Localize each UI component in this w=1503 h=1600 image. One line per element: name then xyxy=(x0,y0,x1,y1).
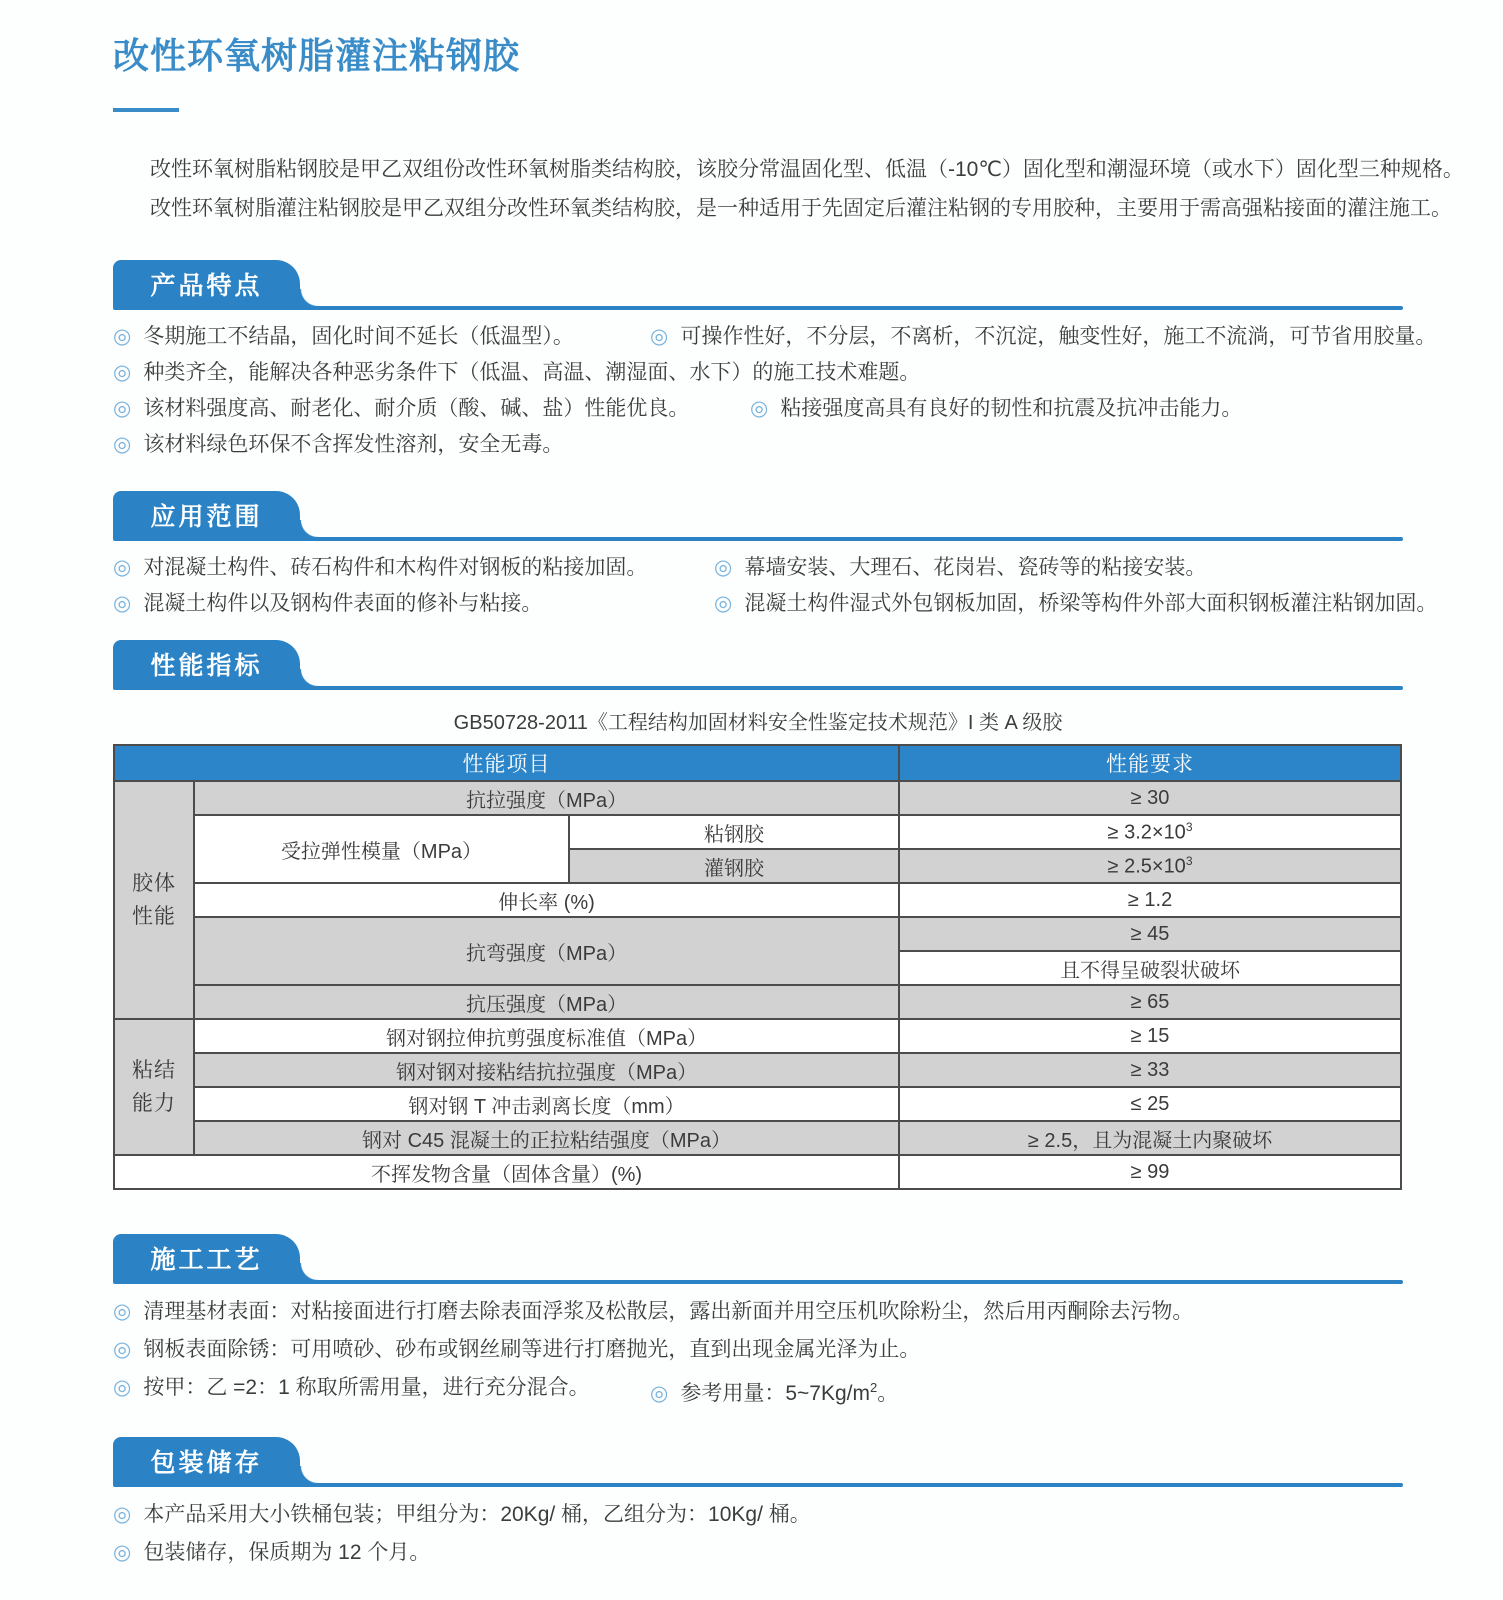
bullet-row xyxy=(113,355,1403,391)
column-header-item: 性能项目 xyxy=(114,745,899,781)
list-item-text: 本产品采用大小铁桶包装；甲组分为：20Kg/ 桶，乙组分为：10Kg/ 桶。 xyxy=(143,1503,811,1527)
list-item-text: 清理基材表面：对粘接面进行打磨去除表面浮浆及松散层，露出新面并用空压机吹除粉尘，然后用丙酮除去污物。 xyxy=(143,1300,1194,1324)
table-row xyxy=(114,1019,1401,1053)
cell-peel-name: 钢对钢 T 冲击剥离长度（mm） xyxy=(194,1087,899,1121)
intro-line-1: 改性环氧树脂粘钢胶是甲乙双组份改性环氧树脂类结构胶，该胶分常温固化型、低温（-10℃）固化型和潮湿环境（或水下）固化型三种规格。 xyxy=(150,158,1464,182)
list-item xyxy=(650,1369,898,1413)
value-base: ≥ 2.5×10 xyxy=(1107,855,1186,878)
table-row xyxy=(114,917,1401,951)
bullet-row xyxy=(113,1331,1403,1369)
bullseye-bullet-icon: ◎ xyxy=(113,1376,132,1400)
list-item-text: 该材料绿色环保不含挥发性溶剂，安全无毒。 xyxy=(143,433,564,457)
group-label: 粘结能力 xyxy=(132,1058,176,1116)
applications-bullets xyxy=(113,550,1438,622)
cell-nonvolatile-name: 不挥发物含量（固体含量）(%) xyxy=(114,1155,899,1189)
bullseye-bullet-icon: ◎ xyxy=(113,1503,132,1527)
list-item-text-tail: 。 xyxy=(877,1382,899,1406)
cell-c45-name: 钢对 C45 混凝土的正拉粘结强度（MPa） xyxy=(194,1121,899,1155)
bullet-row xyxy=(113,1293,1403,1331)
list-item xyxy=(113,391,689,427)
list-item xyxy=(650,319,1436,355)
bullseye-bullet-icon: ◎ xyxy=(714,556,733,580)
cell-modulus-sub1: 粘钢胶 xyxy=(569,815,899,849)
intro-paragraphs xyxy=(150,150,1464,228)
cell-bending-name: 抗弯强度（MPa） xyxy=(194,917,899,985)
section-tab-applications xyxy=(113,491,300,538)
list-item xyxy=(714,586,1437,622)
group-label: 胶体性能 xyxy=(132,871,176,929)
page-title: 改性环氧树脂灌注粘钢胶 xyxy=(113,35,521,77)
section-tab-features xyxy=(113,260,300,307)
list-item-text: 种类齐全，能解决各种恶劣条件下（低温、高温、潮湿面、水下）的施工技术难题。 xyxy=(143,361,921,385)
section-title: 性能指标 xyxy=(150,651,263,680)
list-item xyxy=(113,550,647,586)
bullseye-bullet-icon: ◎ xyxy=(113,556,132,580)
list-item xyxy=(113,1331,920,1369)
list-item-text: 冬期施工不结晶，固化时间不延长（低温型）。 xyxy=(143,325,574,349)
cell-compressive-req: ≥ 65 xyxy=(899,985,1401,1019)
section-header-features xyxy=(113,260,1403,310)
value-superscript: 2 xyxy=(869,1380,878,1396)
bullseye-bullet-icon: ◎ xyxy=(113,397,132,421)
section-tab-performance xyxy=(113,640,300,687)
cell-tensile-name: 抗拉强度（MPa） xyxy=(194,781,899,815)
list-item-text: 可操作性好，不分层，不离析，不沉淀，触变性好，施工不流淌，可节省用胶量。 xyxy=(680,325,1437,349)
list-item-text: 参考用量：5~7Kg/m xyxy=(680,1382,870,1406)
cell-modulus-req1 xyxy=(899,815,1401,849)
value-base: ≥ 3.2×10 xyxy=(1107,821,1186,844)
cell-shear-req: ≥ 15 xyxy=(899,1019,1401,1053)
list-item-text: 包装储存，保质期为 12 个月。 xyxy=(143,1541,431,1565)
table-row xyxy=(114,781,1401,815)
section-title: 产品特点 xyxy=(150,271,263,300)
list-item-text: 幕墙安装、大理石、花岗岩、瓷砖等的粘接安装。 xyxy=(744,556,1207,580)
bullseye-bullet-icon: ◎ xyxy=(650,1382,669,1406)
bullseye-bullet-icon: ◎ xyxy=(113,1541,132,1565)
bullseye-bullet-icon: ◎ xyxy=(650,325,669,349)
cell-elongation-req: ≥ 1.2 xyxy=(899,883,1401,917)
table-row xyxy=(114,985,1401,1019)
list-item-text: 该材料强度高、耐老化、耐介质（酸、碱、盐）性能优良。 xyxy=(143,397,690,421)
column-header-requirement: 性能要求 xyxy=(899,745,1401,781)
table-caption: GB50728-2011《工程结构加固材料安全性鉴定技术规范》I 类 A 级胶 xyxy=(453,712,1063,735)
packaging-bullets xyxy=(113,1496,1403,1572)
bullet-row xyxy=(113,550,1403,586)
list-item xyxy=(750,391,1242,427)
value-superscript: 3 xyxy=(1185,853,1193,868)
section-header-applications xyxy=(113,491,1403,541)
process-bullets xyxy=(113,1293,1403,1407)
list-item-text: 钢板表面除锈：可用喷砂、砂布或钢丝刷等进行打磨抛光，直到出现金属光泽为止。 xyxy=(143,1338,921,1362)
bullet-row xyxy=(113,427,1403,463)
bullet-row xyxy=(113,391,1403,427)
list-item xyxy=(113,1369,590,1407)
cell-tensile-req: ≥ 30 xyxy=(899,781,1401,815)
group-cell-colloid xyxy=(114,781,194,1019)
list-item xyxy=(113,319,574,355)
list-item-text: 混凝土构件以及钢构件表面的修补与粘接。 xyxy=(143,592,543,616)
table-row xyxy=(114,1053,1401,1087)
bullseye-bullet-icon: ◎ xyxy=(750,397,769,421)
list-item xyxy=(113,1293,1193,1331)
list-item-text: 混凝土构件湿式外包钢板加固，桥梁等构件外部大面积钢板灌注粘钢加固。 xyxy=(744,592,1438,616)
cell-bending-req1: ≥ 45 xyxy=(899,917,1401,951)
section-title: 应用范围 xyxy=(150,502,263,531)
table-row xyxy=(114,1121,1401,1155)
bullet-row xyxy=(113,586,1438,622)
list-item xyxy=(113,427,563,463)
list-item xyxy=(113,586,542,622)
table-row xyxy=(114,1087,1401,1121)
list-item xyxy=(113,355,920,391)
cell-modulus-sub2: 灌钢胶 xyxy=(569,849,899,883)
table-row xyxy=(114,1155,1401,1189)
cell-butt-req: ≥ 33 xyxy=(899,1053,1401,1087)
list-item-text: 按甲：乙 =2：1 称取所需用量，进行充分混合。 xyxy=(143,1376,590,1400)
performance-table xyxy=(113,744,1402,1190)
group-cell-bond xyxy=(114,1019,194,1155)
title-underline xyxy=(113,108,179,112)
cell-modulus-name: 受拉弹性模量（MPa） xyxy=(194,815,569,883)
section-tab-packaging xyxy=(113,1437,300,1484)
bullseye-bullet-icon: ◎ xyxy=(113,325,132,349)
intro-line-2: 改性环氧树脂灌注粘钢胶是甲乙双组分改性环氧类结构胶，是一种适用于先固定后灌注粘钢的专用胶种，主要用于需高强粘接面的灌注施工。 xyxy=(150,197,1452,221)
cell-nonvolatile-req: ≥ 99 xyxy=(899,1155,1401,1189)
bullseye-bullet-icon: ◎ xyxy=(113,433,132,457)
bullseye-bullet-icon: ◎ xyxy=(113,361,132,385)
list-item-text: 对混凝土构件、砖石构件和木构件对钢板的粘接加固。 xyxy=(143,556,648,580)
list-item xyxy=(714,550,1206,586)
section-title: 施工工艺 xyxy=(150,1245,263,1274)
bullseye-bullet-icon: ◎ xyxy=(113,1300,132,1324)
table-row xyxy=(114,883,1401,917)
cell-shear-name: 钢对钢拉伸抗剪强度标准值（MPa） xyxy=(194,1019,899,1053)
cell-peel-req: ≤ 25 xyxy=(899,1087,1401,1121)
bullseye-bullet-icon: ◎ xyxy=(113,592,132,616)
section-title: 包装储存 xyxy=(150,1448,263,1477)
features-bullets xyxy=(113,319,1437,463)
cell-bending-req2: 且不得呈破裂状破坏 xyxy=(899,951,1401,985)
bullet-row xyxy=(113,319,1437,355)
table-row xyxy=(114,815,1401,849)
cell-c45-req: ≥ 2.5，且为混凝土内聚破坏 xyxy=(899,1121,1401,1155)
section-header-packaging xyxy=(113,1437,1403,1487)
cell-elongation-name: 伸长率 (%) xyxy=(194,883,899,917)
list-item xyxy=(113,1496,811,1534)
value-superscript: 3 xyxy=(1185,819,1193,834)
table-header-row xyxy=(114,745,1401,781)
bullet-row xyxy=(113,1369,1403,1407)
section-header-performance xyxy=(113,640,1403,690)
cell-compressive-name: 抗压强度（MPa） xyxy=(194,985,899,1019)
bullseye-bullet-icon: ◎ xyxy=(714,592,733,616)
bullet-row xyxy=(113,1534,1403,1572)
bullet-row xyxy=(113,1496,1403,1534)
section-tab-process xyxy=(113,1234,300,1281)
bullseye-bullet-icon: ◎ xyxy=(113,1338,132,1362)
list-item xyxy=(113,1534,430,1572)
cell-modulus-req2 xyxy=(899,849,1401,883)
cell-butt-name: 钢对钢对接粘结抗拉强度（MPa） xyxy=(194,1053,899,1087)
list-item-text: 粘接强度高具有良好的韧性和抗震及抗冲击能力。 xyxy=(780,397,1243,421)
section-header-process xyxy=(113,1234,1403,1284)
